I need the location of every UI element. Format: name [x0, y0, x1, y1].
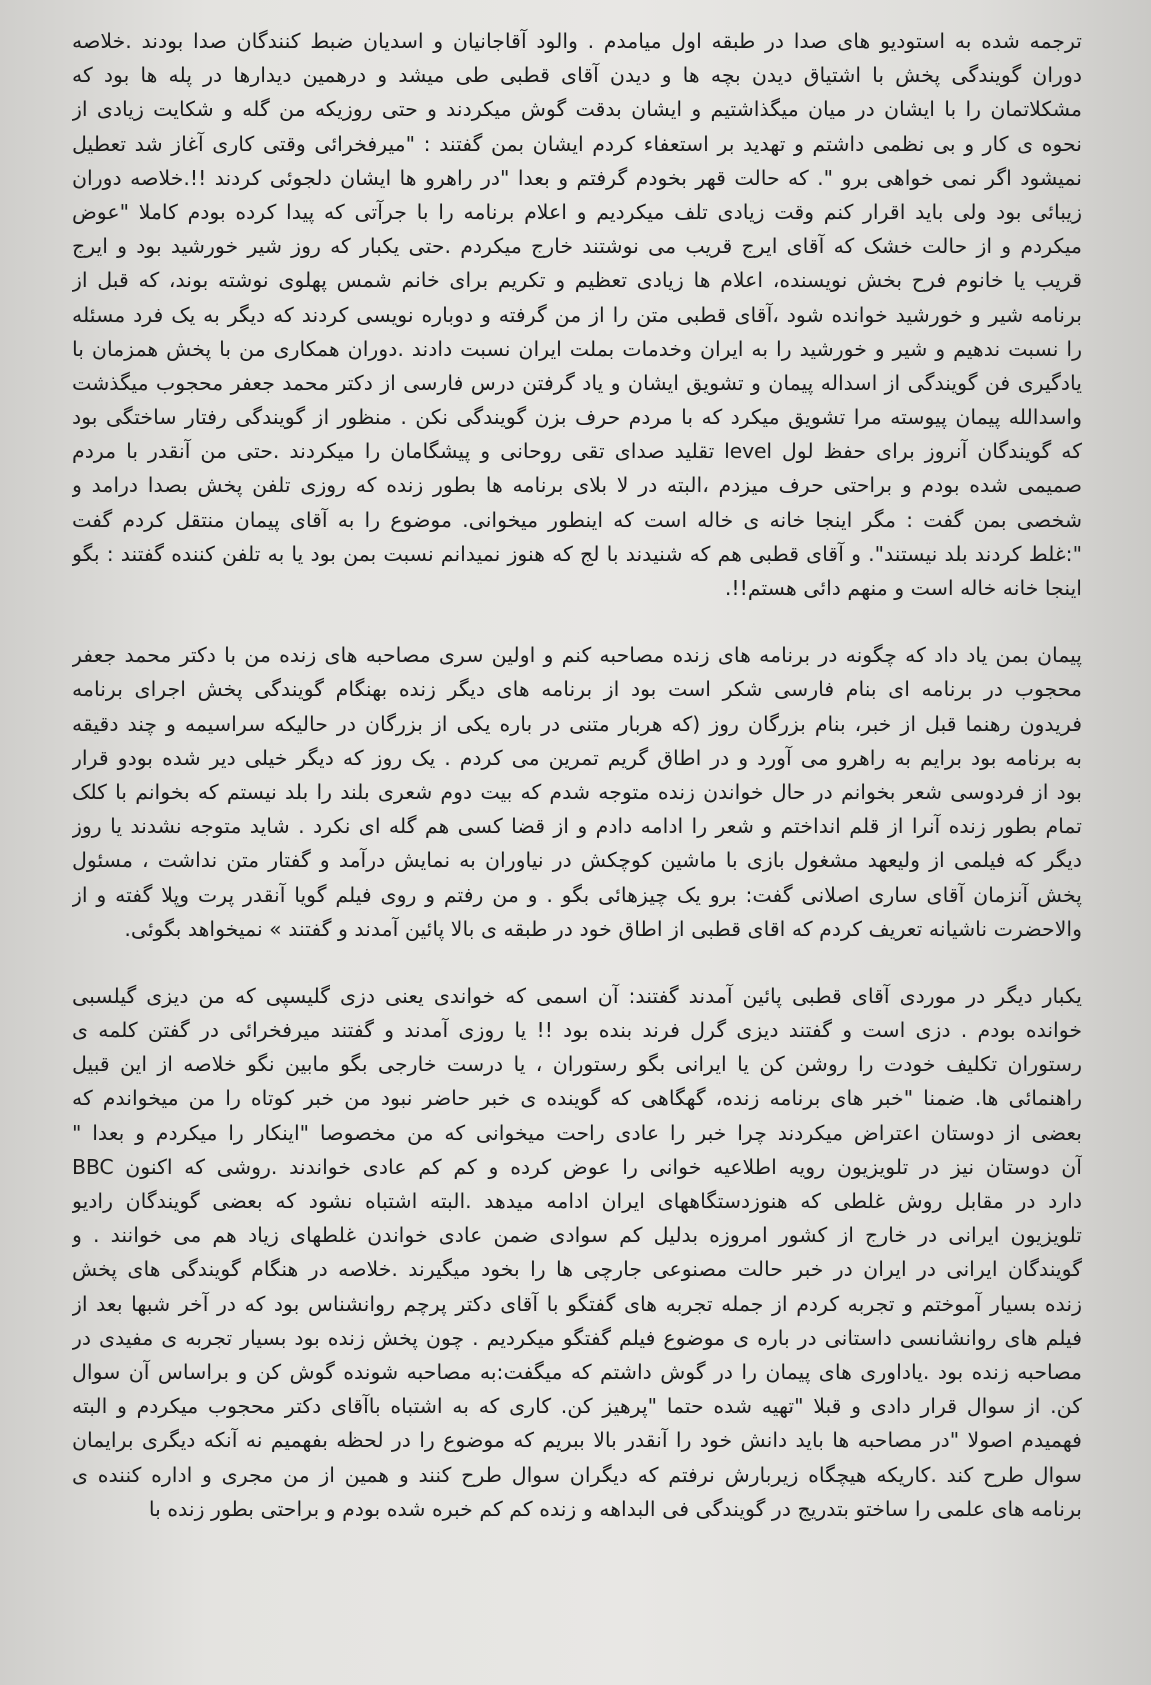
text-line: دوران گویندگی پخش با اشتیاق دیدن بچه ها و دیدن آقای قطبی طی میشد و درهمین دیدارها در پله ها بود که: [72, 63, 1082, 88]
text-line: تلویزیون ایرانی در خارج از کشور امروزه بدلیل کم سوادی ضمن عادی خواندن غلطهای زیاد هم می خوانند . و: [72, 1223, 1082, 1248]
text-line: آن دوستان نیز در تلویزیون رویه اطلاعیه خوانی را عوض کرده و کم کم عادی خواندند .روشی که اکنون BBC: [72, 1154, 1082, 1179]
text-line: دارد در مقابل روش غلطی که هنوزدستگاههای ایران ادامه میدهد .البته اشتباه نشود که بعضی گویندگان رادیو: [72, 1189, 1082, 1213]
text-line: دیگر که فیلمی از ولیعهد مشغول بازی با ماشین کوچکش در نیاوران به نمایش درآمد و گفتار متن نداشت ، مسئول: [72, 848, 1082, 873]
text-line: برنامه شیر و خورشید خوانده شود ،آقای قطبی متن را از من گرفته و دوباره نویسی کردند که دیگر به یک فرد مسئله: [72, 302, 1082, 327]
text-line: مصاحبه زنده بود .یاداوری های پیمان را در گوش داشتم که میگفت:به مصاحبه شونده گوش کن و براساس آن سوال: [72, 1359, 1082, 1384]
text-line: بود از فردوسی شعر بخوانم در حال خواندن زنده متوجه شدم که بیت دوم شعری بلند را بلد نیستم که بخوانم با کلک: [72, 779, 1082, 804]
text-line: راهنمائی ها. ضمنا "خبر های برنامه زنده، گهگاهی که گوینده ی خبر حاضر نبود من خبر کوتاه را من میخواندم که: [72, 1086, 1082, 1111]
text-line: زیبائی بود ولی باید اقرار کنم وقت زیادی تلف میکردیم و اعلام برنامه را با جرآتی که پیدا کرده بودم کاملا "عوض: [72, 199, 1082, 224]
text-line: قریب یا خانوم فرح بخش نویسنده، اعلام ها زیادی تعظیم و تکریم برای خانم شمس پهلوی نوشته بوند، که قبل از: [72, 268, 1082, 293]
page-text: [72, 24, 1082, 1526]
text-line: شخصی بمن گفت : مگر اینجا خانه ی خاله است که اینطور میخوانی. موضوع را به آقای پیمان منتقل کردم گفت: [72, 507, 1082, 532]
paragraph-gap: [72, 605, 1082, 638]
text-line: تمام بطور زنده آنرا از قلم انداختم و شعر را ادامه دادم و از قضا کسی هم گله ای نکرد . شاید متوجه نشدند یا روز: [72, 814, 1082, 839]
text-line: نمیشود اگر نمی خواهی برو ". که حالت قهر بخودم گرفتم و بعدا "در راهرو ها ایشان دلجوئی کردند !!.خلاصه دوران: [72, 165, 1082, 190]
text-line: زنده بسیار آموختم و تجربه کردم از جمله تجربه های گفتگو با آقای دکتر پرچم روانشناس بود که در آخر شبها بعد از: [72, 1291, 1082, 1316]
text-line: یکبار دیگر در موردی آقای قطبی پائین آمدند گفتند: آن اسمی که خواندی یعنی دزی گلیسپی که من دیزی گیلسبی: [72, 983, 1082, 1008]
paragraph: [72, 24, 1082, 605]
text-line: واسدالله پیمان پیوسته مرا تشویق میکرد که با مردم حرف بزن گویندگی نکن . منظور از گویندگی رفتار ساختگی بود: [72, 405, 1082, 430]
text-line: برنامه های علمی را ساختو بتدریج در گویندگی فی البداهه و زنده کم کم خبره شده بودم و براحتی بطور زنده با: [148, 1496, 1082, 1521]
text-line: پخش آنزمان آقای ساری اصلانی گفت: برو یک چیزهائی بگو . و من رفتم و روی فیلم گویا آنقدر پرت وپلا گفته و از: [72, 882, 1082, 907]
text-line: مشکلاتمان را با ایشان در میان میگذاشتیم و ایشان بدقت گوش میکردند و حتی روزیکه من گله و شکایت زیادی از: [72, 97, 1082, 122]
text-line: والاحضرت ناشیانه تعریف کردم که اقای قطبی از اطاق خود در طبقه ی بالا پائین آمدند و گفتند » نمیخواهد بگوئی.: [124, 916, 1082, 941]
text-line: نحوه ی کار و بی نظمی داشتم و تهدید بر استعفاء کردم ایشان بمن گفتند : "میرفخرائی وقتی کاری آغاز شد تعطیل: [72, 131, 1082, 156]
text-line: ":غلط کردند بلد نیستند". و آقای قطبی هم که شنیدند با لج که هنوز نمیدانم نسبت بمن بود یا به تلفن کننده گفتند : بگو: [72, 541, 1082, 566]
text-line: فهمیدم اصولا "در مصاحبه ها باید دانش خود را آنقدر بالا ببریم که موضوع را در لحظه بفهمیم نه آنکه دیگری برایمان: [72, 1428, 1082, 1453]
text-line: میکردم و از حالت خشک که آقای ایرج قریب می نوشتند خارج میکردم .حتی یکبار که روز شیر خورشید بود و ایرج: [72, 234, 1082, 259]
text-line: بعضی از دوستان اعتراض میکردند چرا خبر را عادی راحت میخوانی که من مخصوصا "اینکار را میکردم و بعدا ": [72, 1120, 1082, 1145]
text-line: یادگیری فن گویندگی از اسداله پیمان و تشویق ایشان و یاد گرفتن درس فارسی از دکتر محمد جعفر محجوب میگذشت: [72, 370, 1082, 395]
text-line: پیمان بمن یاد داد که چگونه در برنامه های زنده مصاحبه کنم و اولین سری مصاحبه های زنده من با دکتر محمد جعفر: [72, 643, 1082, 668]
text-line: کن. از سوال قرار دادی و قبلا "تهیه شده حتما "پرهیز کن. کاری که به اشتباه باآقای دکتر محجوب میکردم و البته: [72, 1394, 1082, 1419]
text-line: گویندگان ایرانی در ایران در خبر حالت مصنوعی جارچی ها را بخود میگیرند .خلاصه در هنگام گویندگی های پخش: [72, 1257, 1082, 1282]
text-line: فریدون رهنما قبل از خبر، بنام بزرگان روز (که هربار متنی در باره یکی از بزرگان در حالیکه سراسیمه و چند دقیقه: [72, 711, 1082, 736]
text-line: صمیمی شده بودم و براحتی حرف میزدم ،البته در لا بلای برنامه ها بطور زنده که روزی تلفن پخش بصدا درامد و: [72, 473, 1082, 498]
text-line: محجوب در برنامه ای بنام فارسی شکر است بود از برنامه های دیگر زنده بهنگام گویندگی پخش اجرای برنامه: [72, 677, 1082, 702]
text-line: فیلم های روانشانسی داستانی در باره ی موضوع فیلم گفتگو میکردیم . چون پخش زنده بود بسیار تجربه ی مفیدی در: [72, 1325, 1082, 1350]
text-line: ترجمه شده به استودیو های صدا در طبقه اول میامدم . والود آقاجانیان و اسدیان ضبط کنندگان صدا بودند .خلاصه: [72, 29, 1082, 53]
text-line: را نسبت ندهیم و شیر و خورشید را به ایران وخدمات بملت ایران نسبت دادند .دوران همکاری من با پخش همزمان با: [72, 336, 1082, 361]
text-line: که گویندگان آنروز برای حفظ لول level تقلید صدای تقی روحانی و پیشگامان را میکردند .حتی من آنقدر با مردم: [72, 439, 1082, 464]
paragraph: [72, 638, 1082, 946]
paragraph-gap: [72, 946, 1082, 979]
text-line: سوال طرح کند .کاریکه هیچگاه زیربارش نرفتم که دیگران سوال طرح کنند و همین از من مجری و اداره کننده ی: [72, 1462, 1082, 1487]
text-line: اینجا خانه خاله است و منهم دائی هستم!!.: [724, 576, 1082, 600]
paragraph: [72, 979, 1082, 1526]
text-line: خوانده بودم . دزی است و گفتند دیزی گرل فرند بنده بود !! یا روزی آمدند و گفتند میرفخرائی در گفتن کلمه ی: [72, 1018, 1082, 1043]
text-line: رستوران تکلیف خودت را روشن کن یا ایرانی بگو رستوران ، یا درست خارجی بگو مابین نگو خلاصه از این قبیل: [72, 1052, 1082, 1077]
text-line: به برنامه بود برایم به راهرو می آورد و در اطاق گریم تمرین می کردم . یک روز که دیگر خیلی دیر شده بودو قرار: [72, 745, 1082, 770]
